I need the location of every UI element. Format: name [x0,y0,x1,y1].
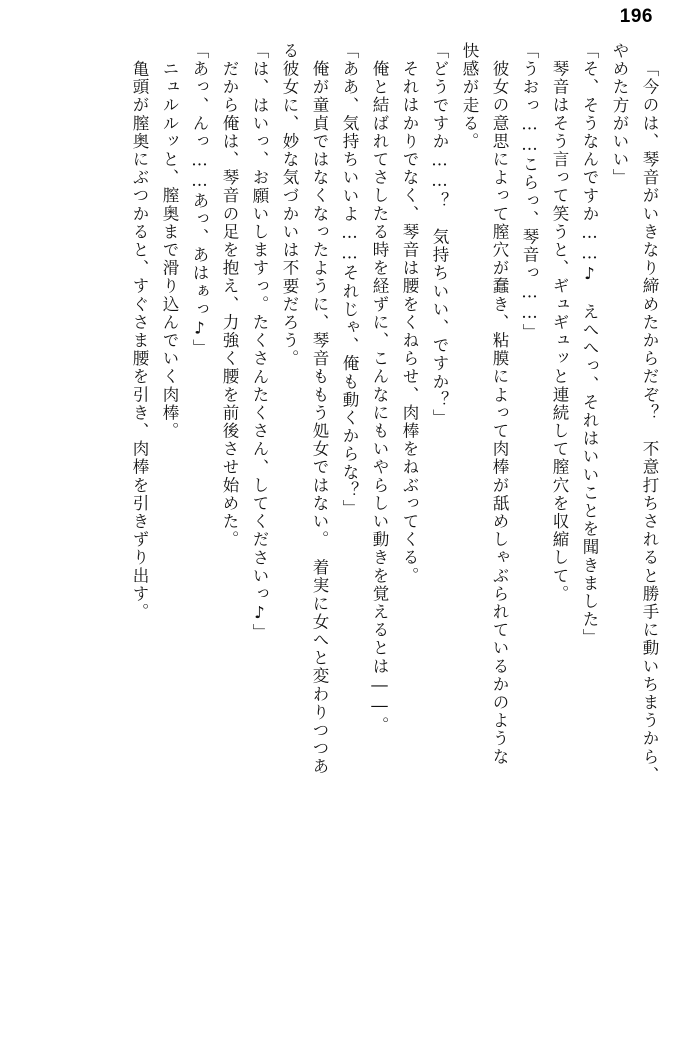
text-line: 彼女の意思によって膣穴が蠢き、粘膜によって肉棒が舐めしゃぶられているかのような [490,60,509,766]
page-number: 196 [619,6,653,27]
text-line: ニュルルッと、膣奥まで滑り込んでいく肉棒。 [160,60,179,441]
text-line: 俺が童貞ではなくなったように、琴音ももう処女ではない。 着実に女へと変わりつつあ [310,60,329,776]
text-line: やめた方がいい」 [610,42,629,187]
text-line: 「あっ、んっ……あっ、あはぁっ♪」 [190,42,209,358]
text-line: 琴音はそう言って笑うと、ギュギュッと連続して膣穴を収縮して。 [550,60,569,603]
text-line: 「どうですか……？ 気持ちいい、ですか？」 [430,42,449,428]
text-line: だから俺は、琴音の足を抱え、力強く腰を前後させ始めた。 [220,60,239,549]
text-line: 「そ、そうなんですか……♪ えへへっ、それはいいことを聞きました」 [580,42,599,647]
text-line: 快感が走る。 [460,42,479,151]
text-line: 「うおっ……こらっ、琴音っ……」 [520,42,539,342]
text-line: 「は、はいっ、お願いしますっ。たくさんたくさん、してくださいっ♪」 [250,42,269,642]
text-line: 「今のは、琴音がいきなり締めたからだぞ？ 不意打ちされると勝手に動いちまうから、 [640,60,659,784]
page-body-text [22,42,657,1032]
text-line: 亀頭が膣奥にぶつかると、すぐさま腰を引き、肉棒を引きずり出す。 [130,60,149,622]
text-line: それはかりでなく、琴音は腰をくねらせ、肉棒をねぶってくる。 [400,60,419,585]
text-line: る彼女に、妙な気づかいは不要だろう。 [280,42,299,368]
text-line: 俺と結ばれてさしたる時を経ずに、こんなにもいやらしい動きを覚えるとは――。 [370,60,389,735]
text-line: 「ああ、気持ちいいよ……それじゃ、俺も動くからな？」 [340,42,359,518]
